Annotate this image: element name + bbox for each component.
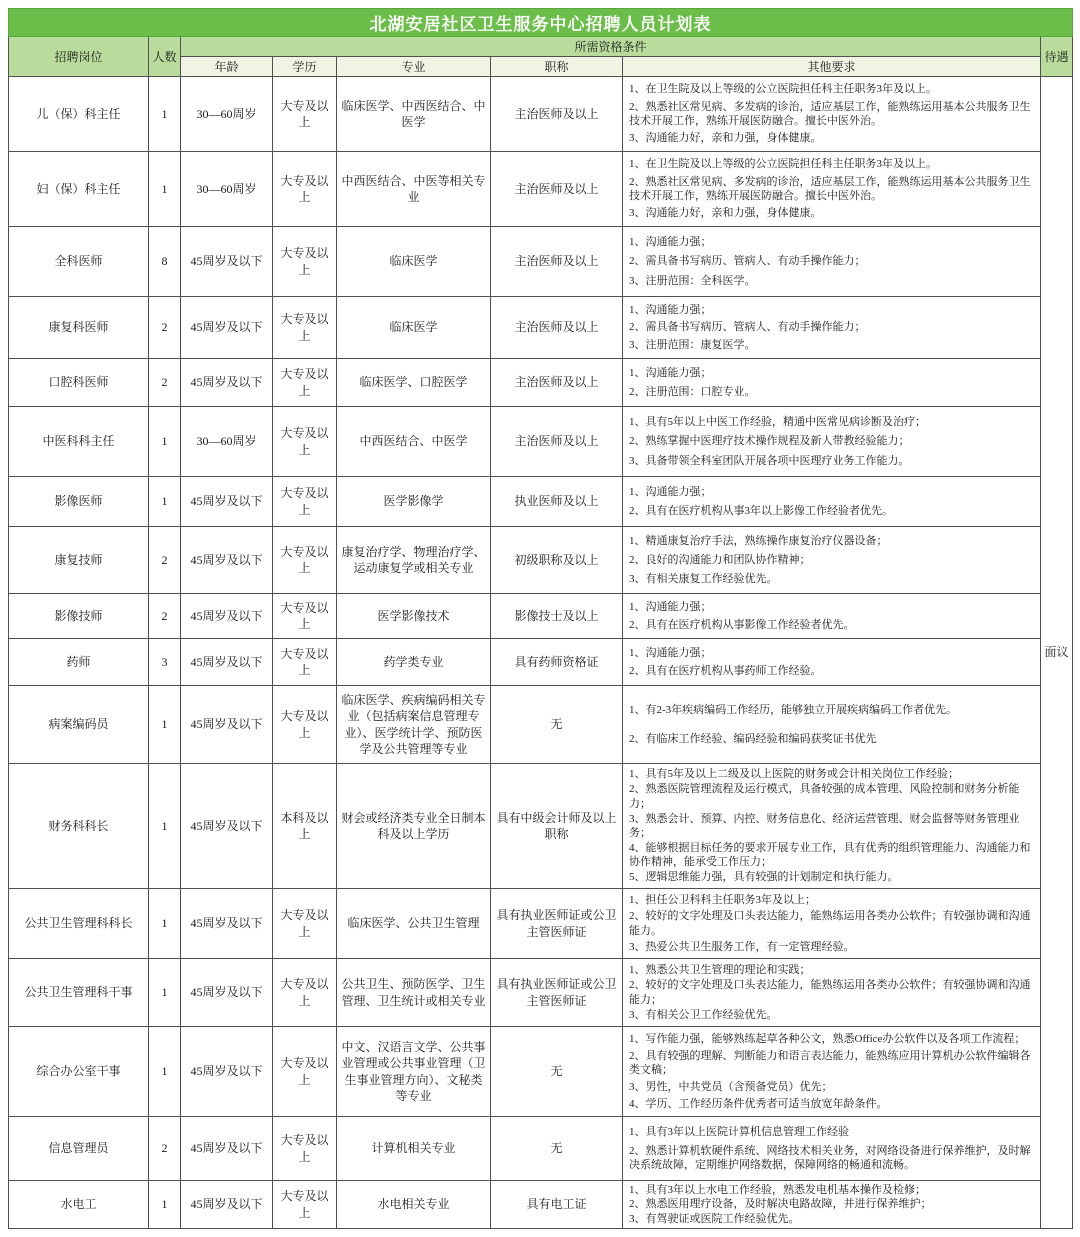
header-major: 专业 bbox=[337, 57, 491, 77]
cell-count: 1 bbox=[149, 959, 181, 1027]
cell-count: 1 bbox=[149, 477, 181, 527]
cell-position: 信息管理员 bbox=[9, 1117, 149, 1181]
cell-education: 大专及以上 bbox=[273, 227, 337, 297]
cell-other-requirements bbox=[623, 1117, 1041, 1181]
table-body bbox=[9, 77, 1073, 1229]
requirement-item: 1、具有5年及以上二级及以上医院的财务或会计相关岗位工作经验； bbox=[629, 768, 959, 781]
requirement-item: 1、精通康复治疗手法，熟练操作康复治疗仪器设备； bbox=[629, 535, 888, 548]
header-education: 学历 bbox=[273, 57, 337, 77]
cell-job-title: 执业医师及以上 bbox=[491, 477, 623, 527]
cell-other-requirements bbox=[623, 227, 1041, 297]
cell-count: 1 bbox=[149, 77, 181, 152]
header-count: 人数 bbox=[149, 37, 181, 77]
requirement-item: 2、熟练掌握中医理疗技术操作规程及新人带教经验能力； bbox=[629, 435, 910, 448]
cell-major: 临床医学 bbox=[337, 297, 491, 359]
cell-age: 45周岁及以下 bbox=[181, 959, 273, 1027]
cell-education: 大专及以上 bbox=[273, 889, 337, 959]
requirement-item: 2、较好的文字处理及口头表达能力，能熟练运用各类办公软件；有较强协调和沟通能力。 bbox=[629, 910, 1031, 937]
cell-position: 康复科医师 bbox=[9, 297, 149, 359]
header-row-1 bbox=[9, 37, 1073, 57]
cell-position: 口腔科医师 bbox=[9, 359, 149, 407]
requirement-item: 2、熟悉社区常见病、多发病的诊治，适应基层工作，能熟练运用基本公共服务卫生技术开展工作，熟练开展医防融合。擅长中医外治。 bbox=[629, 175, 1031, 202]
cell-other-requirements bbox=[623, 152, 1041, 227]
cell-other-requirements bbox=[623, 477, 1041, 527]
requirement-item: 2、具有在医疗机构从事影像工作经验者优先。 bbox=[629, 618, 855, 631]
cell-other-requirements bbox=[623, 959, 1041, 1027]
requirement-item: 3、沟通能力好，亲和力强，身体健康。 bbox=[629, 207, 822, 220]
cell-education: 大专及以上 bbox=[273, 359, 337, 407]
requirement-item: 1、沟通能力强； bbox=[629, 646, 712, 659]
cell-position: 水电工 bbox=[9, 1181, 149, 1229]
table-row bbox=[9, 477, 1073, 527]
requirement-item: 1、有2-3年疾病编码工作经历，能够独立开展疾病编码工作者优先。 bbox=[629, 703, 958, 716]
requirement-item: 1、沟通能力强； bbox=[629, 600, 712, 613]
table-row bbox=[9, 527, 1073, 594]
requirement-item: 3、注册范围：康复医学。 bbox=[629, 338, 756, 351]
cell-education: 大专及以上 bbox=[273, 477, 337, 527]
requirement-item: 1、写作能力强，能够熟练起草各种公文，熟悉Office办公软件以及各项工作流程； bbox=[629, 1033, 1026, 1045]
cell-education: 大专及以上 bbox=[273, 686, 337, 764]
cell-age: 45周岁及以下 bbox=[181, 686, 273, 764]
cell-other-requirements bbox=[623, 889, 1041, 959]
cell-age: 45周岁及以下 bbox=[181, 527, 273, 594]
cell-education: 大专及以上 bbox=[273, 77, 337, 152]
cell-major: 临床医学、疾病编码相关专业（包括病案信息管理专业）、医学统计学、预防医学及公共管理等专业 bbox=[337, 686, 491, 764]
cell-count: 1 bbox=[149, 1181, 181, 1229]
cell-job-title: 无 bbox=[491, 686, 623, 764]
requirement-item: 1、具有3年以上医院计算机信息管理工作经验 bbox=[629, 1125, 849, 1138]
cell-age: 45周岁及以下 bbox=[181, 1117, 273, 1181]
cell-position: 财务科科长 bbox=[9, 764, 149, 889]
cell-major: 财会或经济类专业全日制本科及以上学历 bbox=[337, 764, 491, 889]
cell-age: 45周岁及以下 bbox=[181, 477, 273, 527]
cell-age: 30—60周岁 bbox=[181, 407, 273, 477]
cell-age: 45周岁及以下 bbox=[181, 227, 273, 297]
requirement-item: 1、具有3年以上水电工作经验，熟悉发电机基本操作及检修； bbox=[629, 1184, 926, 1197]
cell-job-title: 主治医师及以上 bbox=[491, 359, 623, 407]
requirement-item: 2、具有较强的理解、判断能力和语言表达能力，能熟练应用计算机办公软件编辑各类文稿； bbox=[629, 1049, 1031, 1077]
requirement-item: 3、熟悉会计、预算、内控、财务信息化、经济运营管理、财会监督等财务管理业务； bbox=[629, 812, 1020, 839]
cell-position: 病案编码员 bbox=[9, 686, 149, 764]
cell-age: 45周岁及以下 bbox=[181, 297, 273, 359]
cell-education: 大专及以上 bbox=[273, 407, 337, 477]
cell-other-requirements bbox=[623, 639, 1041, 686]
cell-education: 本科及以上 bbox=[273, 764, 337, 889]
cell-job-title: 具有药师资格证 bbox=[491, 639, 623, 686]
cell-count: 2 bbox=[149, 527, 181, 594]
cell-job-title: 具有中级会计师及以上职称 bbox=[491, 764, 623, 889]
requirement-item: 2、熟悉医用理疗设备，及时解决电路故障，并进行保养维护； bbox=[629, 1198, 932, 1211]
cell-education: 大专及以上 bbox=[273, 1181, 337, 1229]
table-row bbox=[9, 639, 1073, 686]
cell-position: 影像医师 bbox=[9, 477, 149, 527]
requirement-item: 3、具备带领全科室团队开展各项中医理疗业务工作能力。 bbox=[629, 454, 910, 467]
requirement-item: 1、在卫生院及以上等级的公立医院担任科主任职务3年及以上。 bbox=[629, 83, 937, 96]
requirement-item: 4、能够根据目标任务的要求开展专业工作，具有优秀的组织管理能力、沟通能力和协作精神，能承受工作压力； bbox=[629, 842, 1031, 869]
requirement-item: 4、学历、工作经历条件优秀者可适当放宽年龄条件。 bbox=[629, 1097, 888, 1110]
cell-count: 1 bbox=[149, 152, 181, 227]
requirement-item: 2、熟悉医院管理流程及运行模式，具备较强的成本管理、风险控制和财务分析能力； bbox=[629, 783, 1020, 810]
header-position: 招聘岗位 bbox=[9, 37, 149, 77]
cell-age: 45周岁及以下 bbox=[181, 1181, 273, 1229]
cell-education: 大专及以上 bbox=[273, 297, 337, 359]
cell-education: 大专及以上 bbox=[273, 152, 337, 227]
requirement-item: 5、逻辑思维能力强，具有较强的计划制定和执行能力。 bbox=[629, 871, 899, 884]
cell-position: 妇（保）科主任 bbox=[9, 152, 149, 227]
cell-position: 影像技师 bbox=[9, 594, 149, 639]
requirement-item: 3、有驾驶证或医院工作经验优先。 bbox=[629, 1212, 800, 1225]
header-job-title: 职称 bbox=[491, 57, 623, 77]
cell-count: 2 bbox=[149, 594, 181, 639]
requirement-item: 2、良好的沟通能力和团队协作精神； bbox=[629, 553, 811, 566]
cell-count: 1 bbox=[149, 407, 181, 477]
cell-count: 8 bbox=[149, 227, 181, 297]
cell-count: 1 bbox=[149, 889, 181, 959]
table-row bbox=[9, 1181, 1073, 1229]
cell-count: 1 bbox=[149, 686, 181, 764]
cell-position: 公共卫生管理科科长 bbox=[9, 889, 149, 959]
requirement-item: 1、沟通能力强； bbox=[629, 235, 712, 248]
requirement-item: 1、在卫生院及以上等级的公立医院担任科主任职务3年及以上。 bbox=[629, 158, 937, 171]
cell-job-title: 具有执业医师证或公卫主管医师证 bbox=[491, 959, 623, 1027]
table-row bbox=[9, 407, 1073, 477]
cell-job-title: 无 bbox=[491, 1027, 623, 1117]
requirement-item: 2、熟悉计算机软硬件系统、网络技术相关业务，对网络设备进行保养维护，及时解决系统故障，定期维护网络数据，保障网络的畅通和流畅。 bbox=[629, 1144, 1031, 1172]
cell-major: 医学影像技术 bbox=[337, 594, 491, 639]
requirement-item: 1、担任公卫科科主任职务3年及以上； bbox=[629, 894, 816, 907]
requirement-item: 3、沟通能力好，亲和力强，身体健康。 bbox=[629, 132, 822, 145]
cell-age: 45周岁及以下 bbox=[181, 639, 273, 686]
cell-major: 药学类专业 bbox=[337, 639, 491, 686]
cell-education: 大专及以上 bbox=[273, 527, 337, 594]
cell-count: 2 bbox=[149, 1117, 181, 1181]
cell-job-title: 主治医师及以上 bbox=[491, 152, 623, 227]
requirement-item: 3、注册范围：全科医学。 bbox=[629, 274, 756, 287]
header-age: 年龄 bbox=[181, 57, 273, 77]
cell-other-requirements bbox=[623, 594, 1041, 639]
header-treatment: 待遇 bbox=[1041, 37, 1073, 77]
title-row bbox=[9, 9, 1073, 37]
cell-age: 45周岁及以下 bbox=[181, 764, 273, 889]
requirement-item: 3、男性，中共党员（含预备党员）优先； bbox=[629, 1080, 833, 1093]
recruitment-table bbox=[8, 8, 1073, 1229]
cell-major: 康复治疗学、物理治疗学、运动康复学或相关专业 bbox=[337, 527, 491, 594]
cell-position: 综合办公室干事 bbox=[9, 1027, 149, 1117]
cell-position: 中医科科主任 bbox=[9, 407, 149, 477]
cell-job-title: 无 bbox=[491, 1117, 623, 1181]
table-row bbox=[9, 764, 1073, 889]
cell-job-title: 主治医师及以上 bbox=[491, 297, 623, 359]
requirement-item: 1、沟通能力强； bbox=[629, 366, 712, 379]
cell-major: 临床医学、公共卫生管理 bbox=[337, 889, 491, 959]
cell-other-requirements bbox=[623, 764, 1041, 889]
cell-major: 医学影像学 bbox=[337, 477, 491, 527]
cell-major: 公共卫生、预防医学、卫生管理、卫生统计或相关专业 bbox=[337, 959, 491, 1027]
cell-education: 大专及以上 bbox=[273, 959, 337, 1027]
cell-count: 1 bbox=[149, 764, 181, 889]
table-row bbox=[9, 1027, 1073, 1117]
cell-job-title: 具有执业医师证或公卫主管医师证 bbox=[491, 889, 623, 959]
cell-other-requirements bbox=[623, 407, 1041, 477]
table-row bbox=[9, 889, 1073, 959]
cell-age: 30—60周岁 bbox=[181, 152, 273, 227]
cell-major: 中文、汉语言文学、公共事业管理或公共事业管理（卫生事业管理方向）、文秘类等专业 bbox=[337, 1027, 491, 1117]
cell-other-requirements bbox=[623, 1181, 1041, 1229]
requirement-item: 3、热爱公共卫生服务工作，有一定管理经验。 bbox=[629, 940, 855, 953]
cell-job-title: 具有电工证 bbox=[491, 1181, 623, 1229]
cell-position: 药师 bbox=[9, 639, 149, 686]
cell-age: 30—60周岁 bbox=[181, 77, 273, 152]
cell-job-title: 主治医师及以上 bbox=[491, 407, 623, 477]
cell-age: 45周岁及以下 bbox=[181, 1027, 273, 1117]
cell-count: 2 bbox=[149, 297, 181, 359]
cell-job-title: 主治医师及以上 bbox=[491, 77, 623, 152]
cell-position: 全科医师 bbox=[9, 227, 149, 297]
cell-major: 中西医结合、中医等相关专业 bbox=[337, 152, 491, 227]
cell-job-title: 影像技士及以上 bbox=[491, 594, 623, 639]
cell-job-title: 初级职称及以上 bbox=[491, 527, 623, 594]
cell-major: 临床医学 bbox=[337, 227, 491, 297]
cell-position: 康复技师 bbox=[9, 527, 149, 594]
table-row bbox=[9, 297, 1073, 359]
cell-other-requirements bbox=[623, 1027, 1041, 1117]
requirement-item: 2、注册范围：口腔专业。 bbox=[629, 385, 756, 398]
cell-other-requirements bbox=[623, 77, 1041, 152]
table-row bbox=[9, 959, 1073, 1027]
requirement-item: 3、有相关康复工作经验优先。 bbox=[629, 572, 778, 585]
requirement-item: 1、具有5年以上中医工作经验，精通中医常见病诊断及治疗； bbox=[629, 415, 926, 428]
requirement-item: 3、有相关公卫工作经验优先。 bbox=[629, 1009, 778, 1021]
cell-age: 45周岁及以下 bbox=[181, 594, 273, 639]
requirement-item: 2、需具备书写病历、管病人、有动手操作能力； bbox=[629, 321, 866, 334]
table-row bbox=[9, 1117, 1073, 1181]
cell-major: 临床医学、中西医结合、中医学 bbox=[337, 77, 491, 152]
cell-education: 大专及以上 bbox=[273, 639, 337, 686]
table-row bbox=[9, 594, 1073, 639]
table-row bbox=[9, 227, 1073, 297]
cell-job-title: 主治医师及以上 bbox=[491, 227, 623, 297]
header-qualifications: 所需资格条件 bbox=[181, 37, 1041, 57]
cell-treatment: 面议 bbox=[1041, 77, 1073, 1229]
requirement-item: 2、需具备书写病历、管病人、有动手操作能力； bbox=[629, 255, 866, 268]
cell-other-requirements bbox=[623, 297, 1041, 359]
cell-position: 公共卫生管理科干事 bbox=[9, 959, 149, 1027]
cell-major: 水电相关专业 bbox=[337, 1181, 491, 1229]
cell-other-requirements bbox=[623, 686, 1041, 764]
requirement-item: 1、沟通能力强； bbox=[629, 303, 712, 316]
requirement-item: 2、有临床工作经验、编码经验和编码获奖证书优先 bbox=[629, 732, 877, 745]
cell-count: 3 bbox=[149, 639, 181, 686]
cell-other-requirements bbox=[623, 527, 1041, 594]
table-row bbox=[9, 686, 1073, 764]
requirement-item: 1、熟悉公共卫生管理的理论和实践； bbox=[629, 963, 811, 976]
requirement-item: 2、熟悉社区常见病、多发病的诊治，适应基层工作，能熟练运用基本公共服务卫生技术开展工作，熟练开展医防融合。擅长中医外治。 bbox=[629, 100, 1031, 127]
cell-major: 临床医学、口腔医学 bbox=[337, 359, 491, 407]
requirement-item: 2、具有在医疗机构从事3年以上影像工作经验者优先。 bbox=[629, 505, 893, 518]
cell-major: 中西医结合、中医学 bbox=[337, 407, 491, 477]
cell-count: 1 bbox=[149, 1027, 181, 1117]
table-row bbox=[9, 152, 1073, 227]
cell-other-requirements bbox=[623, 359, 1041, 407]
page-title: 北湖安居社区卫生服务中心招聘人员计划表 bbox=[9, 9, 1073, 37]
cell-education: 大专及以上 bbox=[273, 1117, 337, 1181]
requirement-item: 2、较好的文字处理及口头表达能力，能熟练运用各类办公软件；有较强协调和沟通能力； bbox=[629, 979, 1031, 1006]
cell-major: 计算机相关专业 bbox=[337, 1117, 491, 1181]
cell-position: 儿（保）科主任 bbox=[9, 77, 149, 152]
cell-age: 45周岁及以下 bbox=[181, 359, 273, 407]
requirement-item: 1、沟通能力强； bbox=[629, 485, 712, 498]
header-other: 其他要求 bbox=[623, 57, 1041, 77]
table-row bbox=[9, 359, 1073, 407]
table-row bbox=[9, 77, 1073, 152]
cell-education: 大专及以上 bbox=[273, 594, 337, 639]
requirement-item: 2、具有在医疗机构从事药师工作经验。 bbox=[629, 665, 822, 678]
cell-education: 大专及以上 bbox=[273, 1027, 337, 1117]
cell-age: 45周岁及以下 bbox=[181, 889, 273, 959]
cell-count: 2 bbox=[149, 359, 181, 407]
